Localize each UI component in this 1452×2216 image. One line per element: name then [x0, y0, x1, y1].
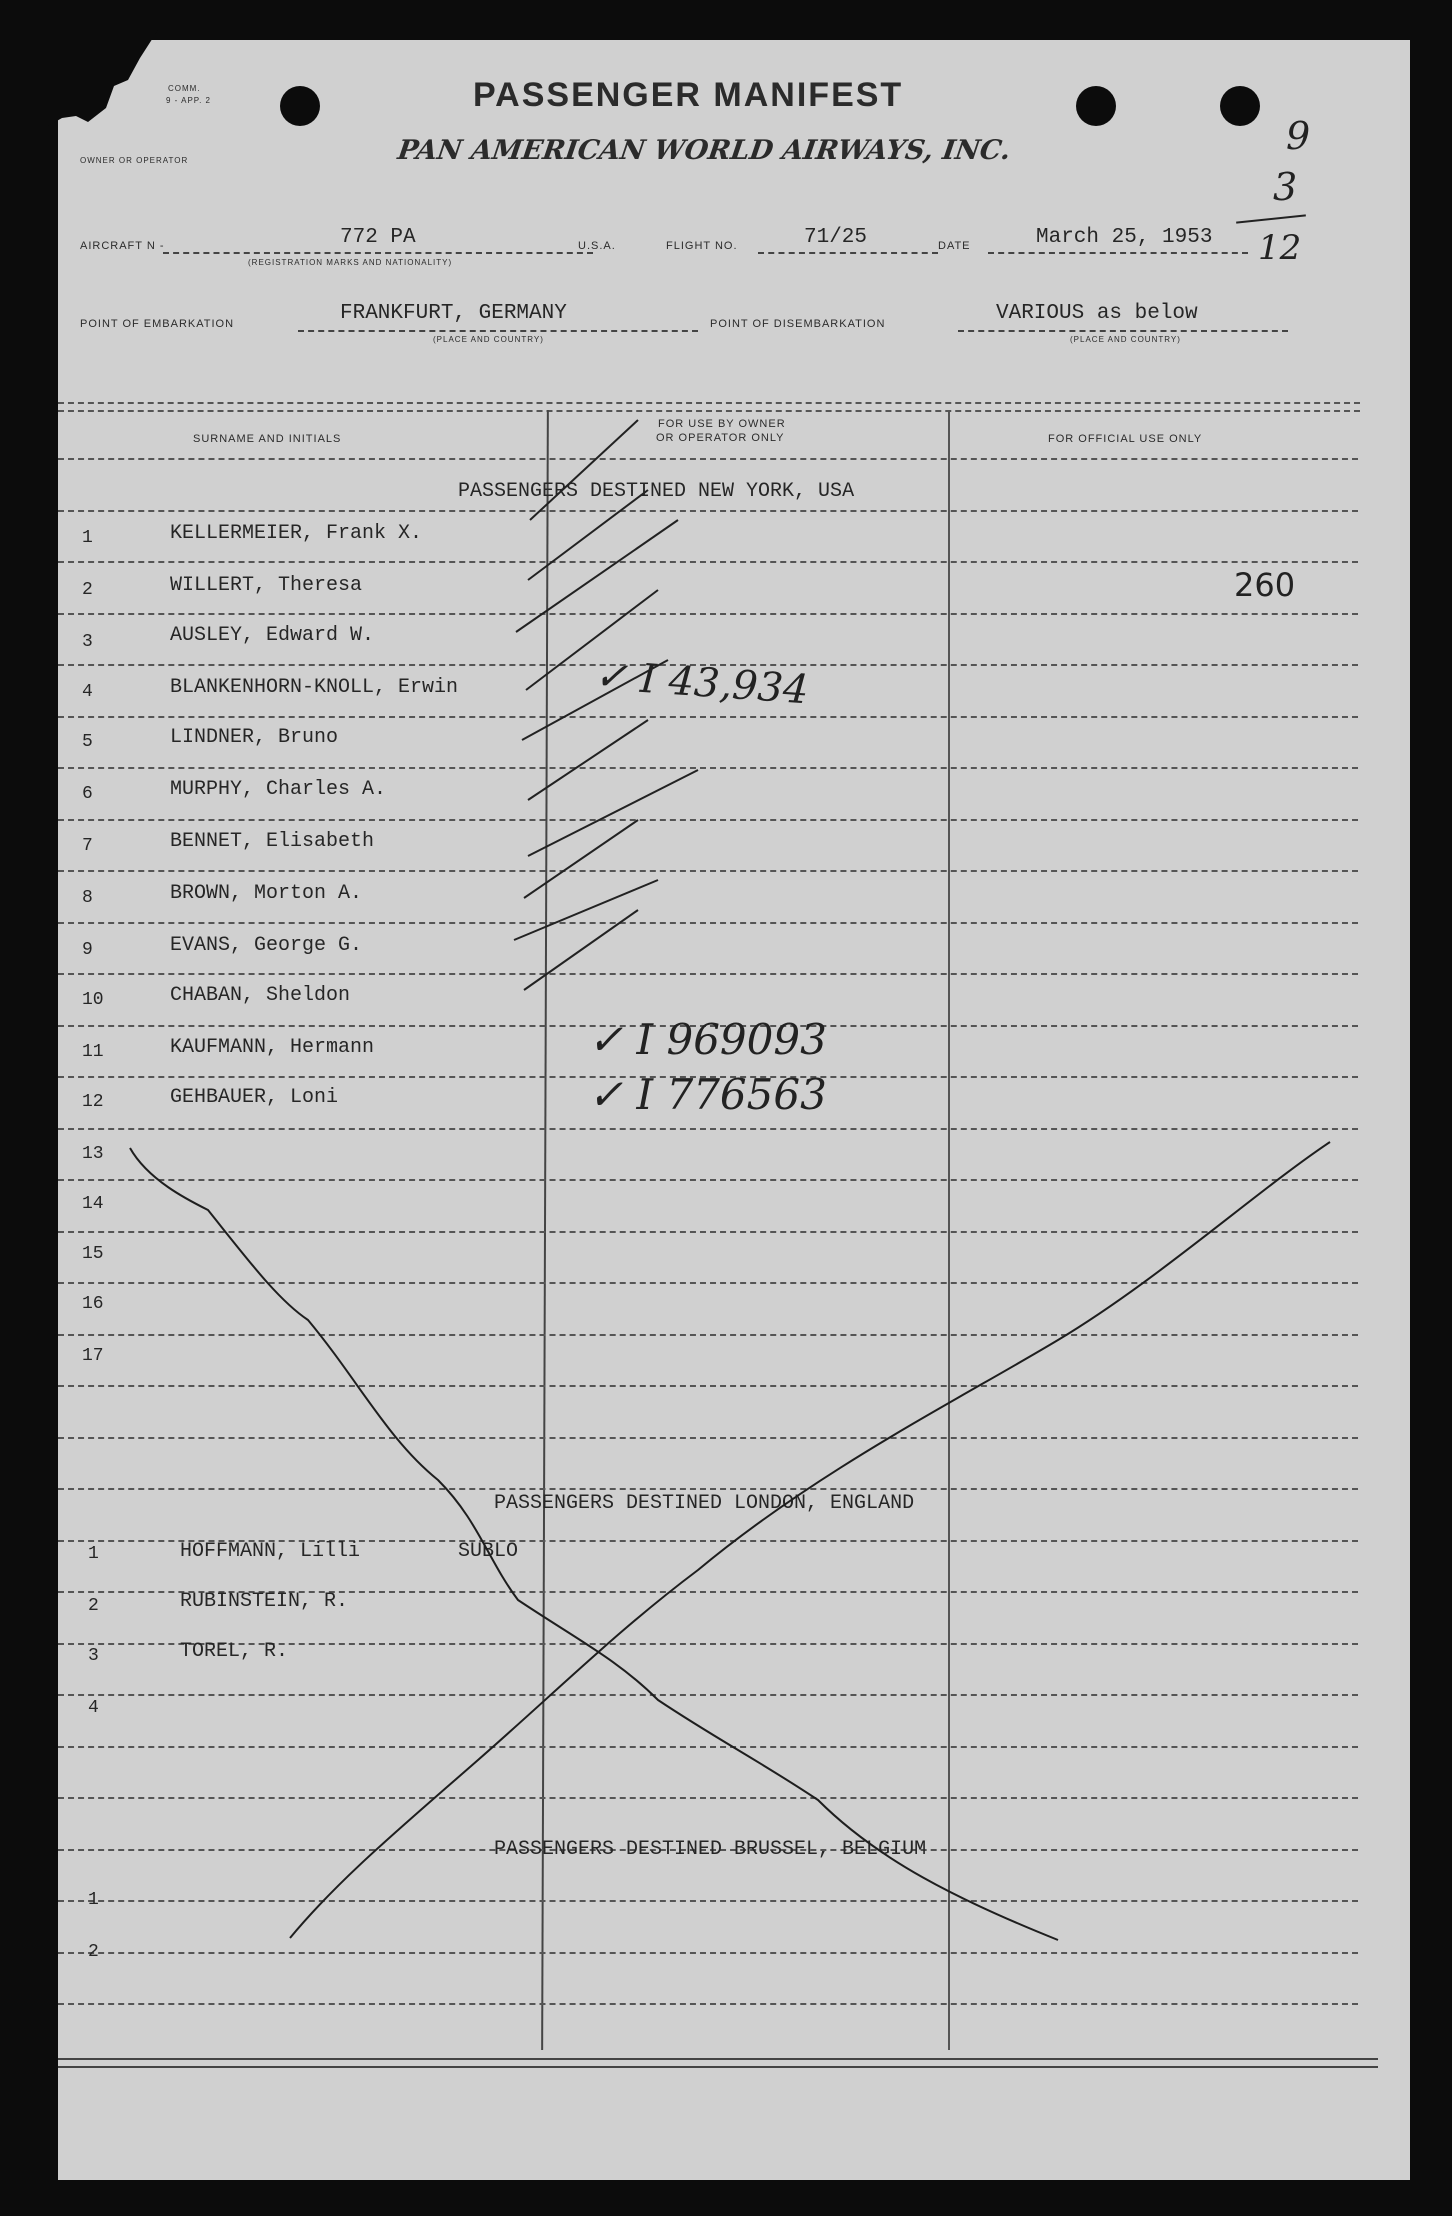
passenger-name: KAUFMANN, Hermann — [170, 1036, 375, 1059]
row-number: 17 — [82, 1346, 104, 1366]
form-title: PASSENGER MANIFEST — [473, 76, 904, 114]
visa-note: ✓ I 43,934 — [592, 652, 811, 714]
slash-mark — [524, 820, 638, 898]
margin-note-1: 9 — [1286, 114, 1311, 158]
row-number: 7 — [82, 836, 93, 856]
row-number: 16 — [82, 1294, 104, 1314]
passenger-name: RUBINSTEIN, R. — [180, 1590, 349, 1613]
slash-mark — [522, 660, 668, 740]
col-official: FOR OFFICIAL USE ONLY — [1048, 433, 1203, 445]
row-number: 2 — [88, 1596, 99, 1616]
airline-name: PAN AMERICAN WORLD AIRWAYS, INC. — [395, 135, 1013, 166]
row-number: 12 — [82, 1092, 104, 1112]
section-heading-brussel: PASSENGERS DESTINED BRUSSEL, BELGIUM — [494, 1838, 927, 1861]
passenger-name: EVANS, George G. — [170, 934, 363, 957]
check-slashes — [514, 420, 698, 990]
section-heading-new-york: PASSENGERS DESTINED NEW YORK, USA — [458, 480, 855, 503]
flight-value: 71/25 — [804, 226, 868, 249]
disembark-label: POINT OF DISEMBARKATION — [710, 318, 886, 330]
slash-mark — [526, 590, 658, 690]
slash-mark — [528, 490, 648, 580]
passenger-name: BENNET, Elisabeth — [170, 830, 375, 853]
form-code: COMM. — [168, 84, 201, 93]
pen-marks — [58, 40, 1410, 2180]
row-number: 1 — [88, 1890, 99, 1910]
slash-mark — [524, 910, 638, 990]
passenger-name: MURPHY, Charles A. — [170, 778, 387, 801]
flight-label: FLIGHT NO. — [666, 240, 738, 252]
passenger-name: LINDNER, Bruno — [170, 726, 339, 749]
date-value: March 25, 1953 — [1036, 226, 1213, 249]
row-number: 3 — [88, 1646, 99, 1666]
row-number: 9 — [82, 940, 93, 960]
visa-note: ✓ I 969093 — [588, 1015, 827, 1064]
aircraft-value: 772 PA — [340, 226, 416, 249]
margin-note-3: 12 — [1258, 228, 1302, 268]
row-number: 1 — [82, 528, 93, 548]
row-number: 6 — [82, 784, 93, 804]
row-number: 3 — [82, 632, 93, 652]
slash-mark — [528, 720, 648, 800]
passenger-name: BLANKENHORN-KNOLL, Erwin — [170, 676, 459, 699]
row-number: 10 — [82, 990, 104, 1010]
row-number: 8 — [82, 888, 93, 908]
row-number: 15 — [82, 1244, 104, 1264]
form-code-2: 9 - APP. 2 — [166, 96, 211, 105]
passenger-name: TOREL, R. — [180, 1640, 289, 1663]
passenger-name: HOFFMANN, Lilli — [180, 1540, 361, 1563]
disembark-sub: (PLACE AND COUNTRY) — [1070, 335, 1181, 344]
aircraft-label: AIRCRAFT N - — [80, 240, 165, 252]
manifest-sheet — [58, 40, 1410, 2180]
row-number: 4 — [82, 682, 93, 702]
passenger-name: WILLERT, Theresa — [170, 574, 363, 597]
passenger-code: SUBLO — [458, 1540, 519, 1563]
margin-note-2: 3 — [1273, 165, 1298, 209]
row-number: 2 — [82, 580, 93, 600]
cross-out-stroke — [130, 1148, 1058, 1940]
col-owner-use-1: FOR USE BY OWNER — [658, 418, 786, 430]
passenger-name: CHABAN, Sheldon — [170, 984, 351, 1007]
embark-label: POINT OF EMBARKATION — [80, 318, 235, 330]
official-mark: 260 — [1234, 566, 1296, 604]
row-number: 14 — [82, 1194, 104, 1214]
passenger-name: GEHBAUER, Loni — [170, 1086, 339, 1109]
date-label: DATE — [938, 240, 971, 252]
embark-sub: (PLACE AND COUNTRY) — [433, 335, 544, 344]
embark-value: FRANKFURT, GERMANY — [340, 302, 567, 325]
row-number: 4 — [88, 1698, 99, 1718]
section-heading-london: PASSENGERS DESTINED LONDON, ENGLAND — [494, 1492, 915, 1515]
passenger-name: BROWN, Morton A. — [170, 882, 363, 905]
slash-mark — [530, 420, 638, 520]
passenger-name: AUSLEY, Edward W. — [170, 624, 375, 647]
aircraft-sub: (REGISTRATION MARKS AND NATIONALITY) — [248, 258, 453, 267]
slash-mark — [516, 520, 678, 632]
disembark-value: VARIOUS as below — [996, 302, 1198, 325]
passenger-name: KELLERMEIER, Frank X. — [170, 522, 423, 545]
row-number: 11 — [82, 1042, 104, 1062]
row-number: 5 — [82, 732, 93, 752]
row-number: 2 — [88, 1942, 99, 1962]
row-number: 13 — [82, 1144, 104, 1164]
col-owner-use-2: OR OPERATOR ONLY — [656, 432, 785, 444]
cross-out-stroke — [290, 1142, 1330, 1938]
owner-label: OWNER OR OPERATOR — [80, 156, 189, 165]
usa-label: U.S.A. — [578, 240, 616, 252]
col-surname: SURNAME AND INITIALS — [193, 433, 342, 445]
visa-note: ✓ I 776563 — [588, 1070, 827, 1119]
row-number: 1 — [88, 1544, 99, 1564]
